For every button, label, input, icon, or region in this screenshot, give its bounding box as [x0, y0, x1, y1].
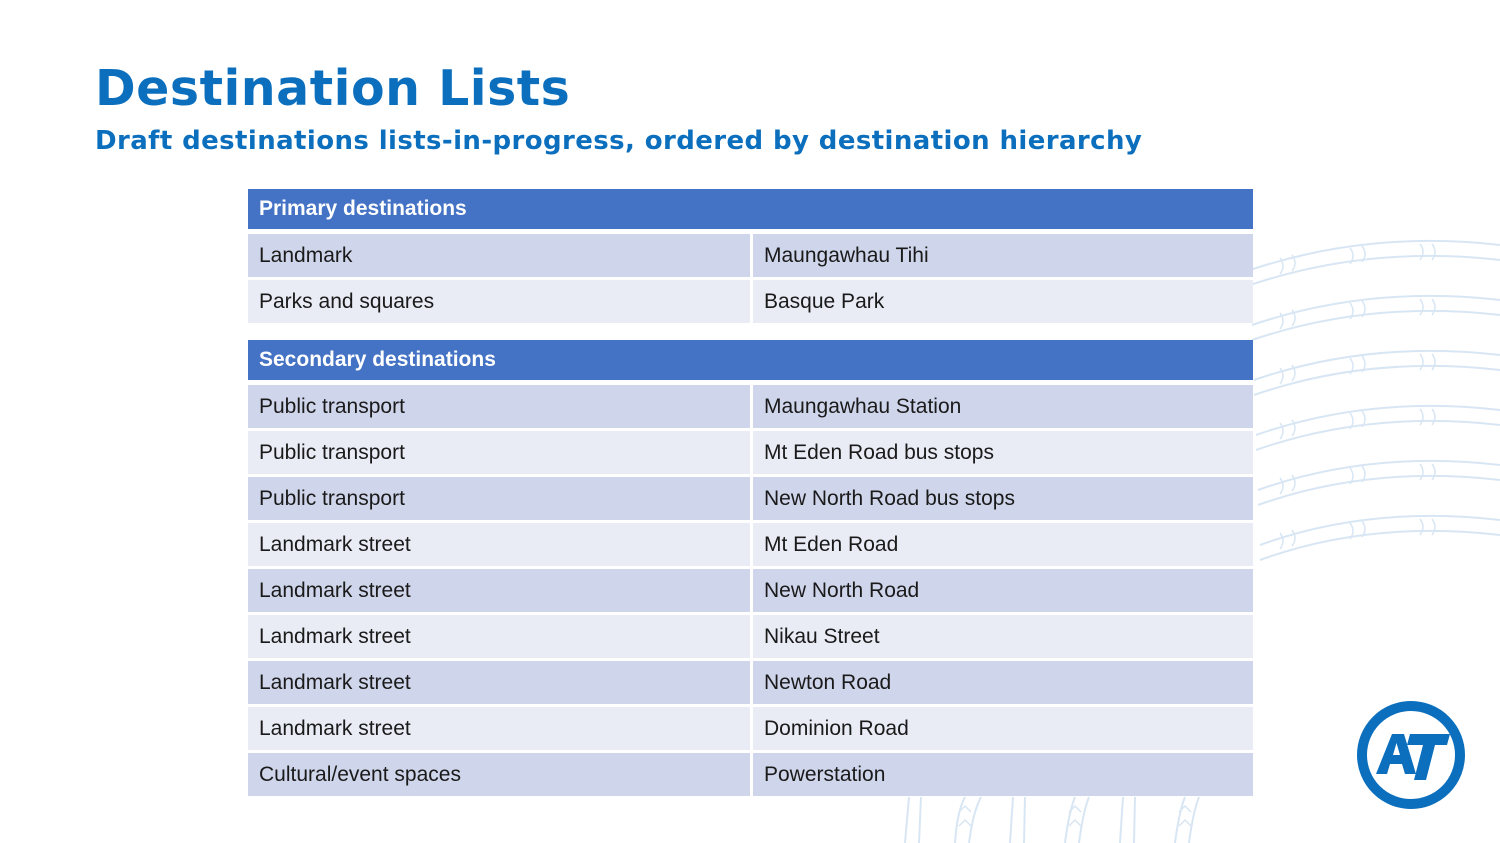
table-row — [248, 753, 1253, 796]
destination-cell: Maungawhau Station — [753, 385, 1253, 431]
table-row — [248, 569, 1253, 615]
tyre-track-watermark — [1240, 230, 1500, 590]
tyre-track-watermark-bottom — [895, 792, 1225, 843]
destination-cell: Mt Eden Road — [753, 523, 1253, 569]
destination-cell: Powerstation — [753, 753, 1253, 796]
table-row — [248, 385, 1253, 431]
category-cell: Landmark street — [248, 615, 753, 661]
destination-cell: Nikau Street — [753, 615, 1253, 661]
secondary-destinations-table — [248, 340, 1253, 796]
at-logo-icon — [1356, 700, 1466, 810]
page-subtitle: Draft destinations lists-in-progress, ordered by destination hierarchy — [95, 126, 1143, 156]
destination-cell: Basque Park — [753, 280, 1253, 323]
table-row — [248, 477, 1253, 523]
table-row — [248, 523, 1253, 569]
destination-cell: Dominion Road — [753, 707, 1253, 753]
table-row — [248, 615, 1253, 661]
category-cell: Public transport — [248, 385, 753, 431]
table-row — [248, 234, 1253, 280]
category-cell: Parks and squares — [248, 280, 753, 323]
destination-cell: Newton Road — [753, 661, 1253, 707]
category-cell: Landmark — [248, 234, 753, 280]
category-cell: Public transport — [248, 477, 753, 523]
destination-cell: New North Road — [753, 569, 1253, 615]
table-row — [248, 431, 1253, 477]
logo-text: AT — [1411, 805, 1413, 806]
table-row — [248, 661, 1253, 707]
table-header-row — [248, 340, 1253, 385]
destination-cell: New North Road bus stops — [753, 477, 1253, 523]
category-cell: Landmark street — [248, 661, 753, 707]
category-cell: Cultural/event spaces — [248, 753, 753, 796]
primary-destinations-table — [248, 189, 1253, 323]
table-row — [248, 707, 1253, 753]
category-cell: Public transport — [248, 431, 753, 477]
table-row — [248, 280, 1253, 323]
page-title: Destination Lists — [95, 60, 571, 117]
category-cell: Landmark street — [248, 569, 753, 615]
destination-cell: Mt Eden Road bus stops — [753, 431, 1253, 477]
destination-cell: Maungawhau Tihi — [753, 234, 1253, 280]
secondary-destinations-heading: Secondary destinations — [248, 340, 1253, 385]
primary-destinations-heading: Primary destinations — [248, 189, 1253, 234]
category-cell: Landmark street — [248, 707, 753, 753]
table-header-row — [248, 189, 1253, 234]
category-cell: Landmark street — [248, 523, 753, 569]
